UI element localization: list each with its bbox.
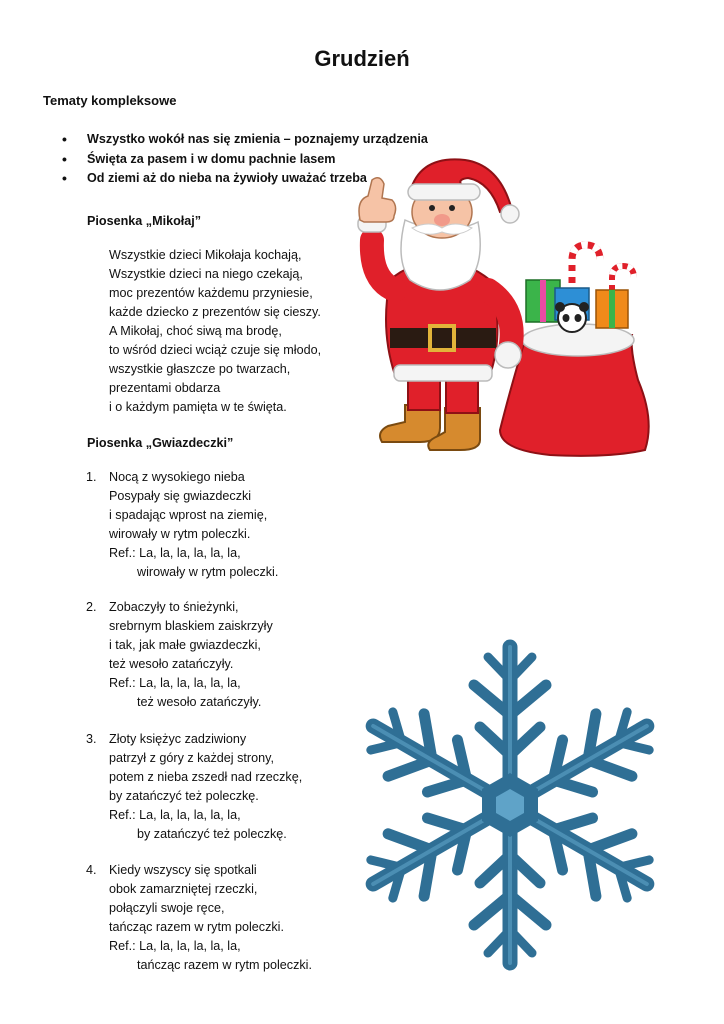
lyric-line: Zobaczyły to śnieżynki, [109,600,239,614]
lyric-line: to wśród dzieci wciąż czuje się młodo, [109,343,322,357]
song-mikolaj-lyrics [109,246,321,417]
lyric-line: Złoty księżyc zadziwiony [109,732,247,746]
page-title: Grudzień [314,46,410,71]
lyric-line: i tak, jak małe gwiazdeczki, [109,638,261,652]
section-subtitle: Tematy kompleksowe [43,93,177,108]
lyric-line: A Mikołaj, choć siwą ma brodę, [109,324,282,338]
lyric-line: wirowały w rytm poleczki. [109,527,251,541]
verse-number: 2. [86,600,97,614]
lyric-line: obok zamarzniętej rzeczki, [109,882,258,896]
lyric-line: też wesoło zatańczyły. [109,657,234,671]
lyric-line: potem z nieba zszedł nad rzeczkę, [109,770,303,784]
song-gwiazdeczki-title: Piosenka „Gwiazdeczki” [87,436,234,450]
refrain-line: Ref.: La, la, la, la, la, la, [109,808,241,822]
song-mikolaj-title: Piosenka „Mikołaj” [87,214,202,228]
lyric-line: srebrnym blaskiem zaiskrzyły [109,619,273,633]
verse-number: 3. [86,732,97,746]
lyric-line: Kiedy wszyscy się spotkali [109,863,257,877]
lyric-line: i o każdym pamięta w te święta. [109,400,287,414]
topic-item: • Święta za pasem i w domu pachnie lasem [62,150,428,170]
lyric-line: każde dziecko z prezentów się cieszy. [109,305,321,319]
lyric-line: wszystkie głaszcze po twarzach, [109,362,291,376]
lyric-line: połączyli swoje ręce, [109,901,225,915]
lyric-line: Nocą z wysokiego nieba [109,470,245,484]
lyric-line: by zatańczyć też poleczkę. [109,789,259,803]
lyric-line: Posypały się gwiazdeczki [109,489,252,503]
refrain-line: by zatańczyć też poleczkę. [137,827,287,841]
lyric-line: tańcząc razem w rytm poleczki. [109,920,284,934]
refrain-line: Ref.: La, la, la, la, la, la, [109,676,241,690]
topic-item: • Wszystko wokół nas się zmienia – poznajemy urządzenia [62,130,428,150]
snowflake-illustration [335,630,685,980]
verse-number: 1. [86,470,97,484]
lyric-line: moc prezentów każdemu przyniesie, [109,286,313,300]
refrain-line: wirowały w rytm poleczki. [137,565,279,579]
refrain-line: tańcząc razem w rytm poleczki. [137,958,312,972]
santa-claus-illustration [350,150,660,460]
lyric-line: patrzył z góry z każdej strony, [109,751,274,765]
refrain-line: Ref.: La, la, la, la, la, la, [109,939,241,953]
lyric-line: i spadając wprost na ziemię, [109,508,268,522]
lyric-line: Wszystkie dzieci Mikołaja kochają, [109,248,302,262]
verse-number: 4. [86,863,97,877]
refrain-line: też wesoło zatańczyły. [137,695,262,709]
lyric-line: Wszystkie dzieci na niego czekają, [109,267,303,281]
topic-item: • Od ziemi aż do nieba na żywioły uważać trzeba [62,169,428,189]
lyric-line: prezentami obdarza [109,381,221,395]
refrain-line: Ref.: La, la, la, la, la, la, [109,546,241,560]
